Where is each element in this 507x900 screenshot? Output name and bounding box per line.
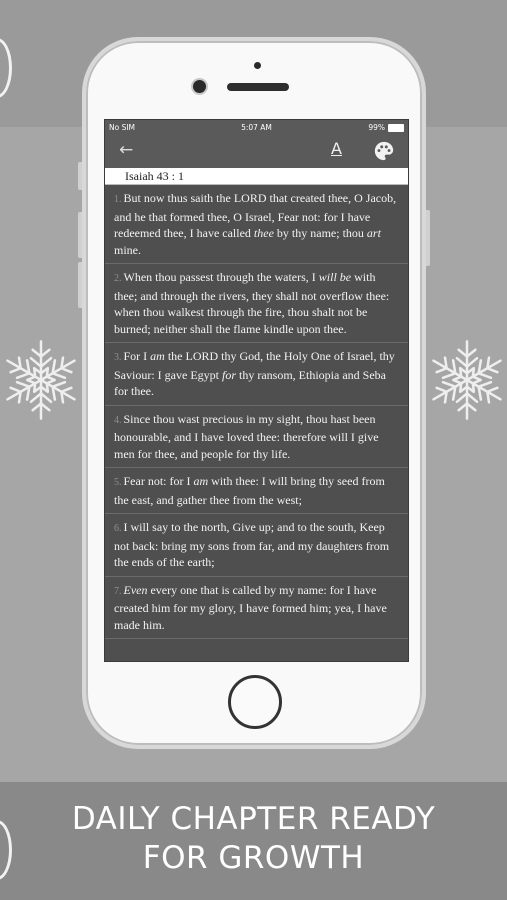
verse-list bbox=[105, 185, 408, 639]
verse-item[interactable] bbox=[105, 185, 408, 264]
promo-line-2: FOR GROWTH bbox=[142, 840, 365, 876]
arrow-left-icon[interactable]: ← bbox=[119, 140, 134, 160]
status-time: 5:07 AM bbox=[241, 123, 272, 132]
verse-number: 2. bbox=[114, 273, 122, 284]
verse-text: will be bbox=[318, 270, 352, 284]
verse-text: with thee: I will bring thy seed from the east, and gather thee from the west; bbox=[114, 474, 385, 507]
home-button[interactable] bbox=[228, 675, 282, 729]
verse-text: thee bbox=[253, 226, 274, 240]
verse-number: 6. bbox=[114, 523, 122, 534]
verse-text: am bbox=[150, 349, 165, 363]
front-camera-icon bbox=[193, 80, 206, 93]
verse-item[interactable] bbox=[105, 514, 408, 577]
verse-text: Fear not: for I bbox=[123, 474, 194, 488]
chapter-reference: Isaiah 43 : 1 bbox=[105, 168, 408, 185]
phone-sensor bbox=[254, 62, 261, 69]
battery-indicator bbox=[368, 123, 404, 132]
verse-text: with thee; and through the rivers, they shall not overflow thee: when thou walkest through the fire, thou shalt not be burned; neither shall the flame kindle upon thee. bbox=[114, 270, 390, 336]
battery-icon bbox=[388, 124, 404, 132]
palette-icon[interactable] bbox=[373, 140, 395, 162]
verse-number: 3. bbox=[114, 352, 122, 363]
app-screen bbox=[104, 119, 409, 662]
verse-text: For I bbox=[123, 349, 151, 363]
verse-text: Since thou wast precious in my sight, thou hast been honourable, and I have loved thee: therefore will I give men for thee, and people for thy life. bbox=[114, 411, 379, 461]
verse-text: the LORD thy God, the Holy One of Israel, thy Saviour: I gave Egypt bbox=[114, 349, 395, 382]
phone-speaker bbox=[227, 83, 289, 91]
verse-item[interactable] bbox=[105, 264, 408, 343]
verse-text: thy ransom, Ethiopia and Seba for thee. bbox=[114, 367, 386, 398]
verse-item[interactable] bbox=[105, 343, 408, 406]
status-bar bbox=[105, 120, 408, 134]
verse-text: When thou passest through the waters, I bbox=[123, 270, 319, 284]
reader-toolbar bbox=[105, 134, 408, 168]
verse-item[interactable] bbox=[105, 406, 408, 469]
verse-text: for bbox=[221, 367, 236, 382]
carrier-label: No SIM bbox=[109, 123, 136, 132]
verse-text: by thy name; thou bbox=[273, 226, 367, 240]
verse-text: mine. bbox=[114, 242, 141, 257]
verse-text: art bbox=[366, 226, 381, 240]
verse-number: 1. bbox=[114, 194, 122, 205]
verse-text: Even bbox=[123, 582, 148, 597]
verse-item[interactable] bbox=[105, 577, 408, 640]
battery-percent: 99% bbox=[368, 123, 385, 132]
verse-number: 4. bbox=[114, 414, 122, 426]
snowflake-icon bbox=[0, 338, 83, 422]
font-size-button[interactable]: A bbox=[331, 139, 342, 158]
promo-line-1: DAILY CHAPTER READY bbox=[71, 801, 436, 837]
verse-text: But now thus saith the LORD that created thee, O Jacob, and he that formed thee, O Israel, Fear not: for I have redeemed thee, I have called bbox=[114, 191, 397, 240]
verse-text: am bbox=[193, 474, 209, 488]
snowflake-icon bbox=[425, 338, 507, 422]
promo-caption bbox=[0, 800, 507, 878]
verse-number: 7. bbox=[114, 585, 122, 597]
verse-item[interactable] bbox=[105, 468, 408, 514]
verse-text: I will say to the north, Give up; and to the south, Keep not back: bring my sons from far, and my daughters from the ends of the earth; bbox=[114, 520, 390, 569]
verse-number: 5. bbox=[114, 477, 122, 488]
verse-text: every one that is called by my name: for I have created him for my glory, I have formed him; yea, I have made him. bbox=[114, 582, 387, 632]
